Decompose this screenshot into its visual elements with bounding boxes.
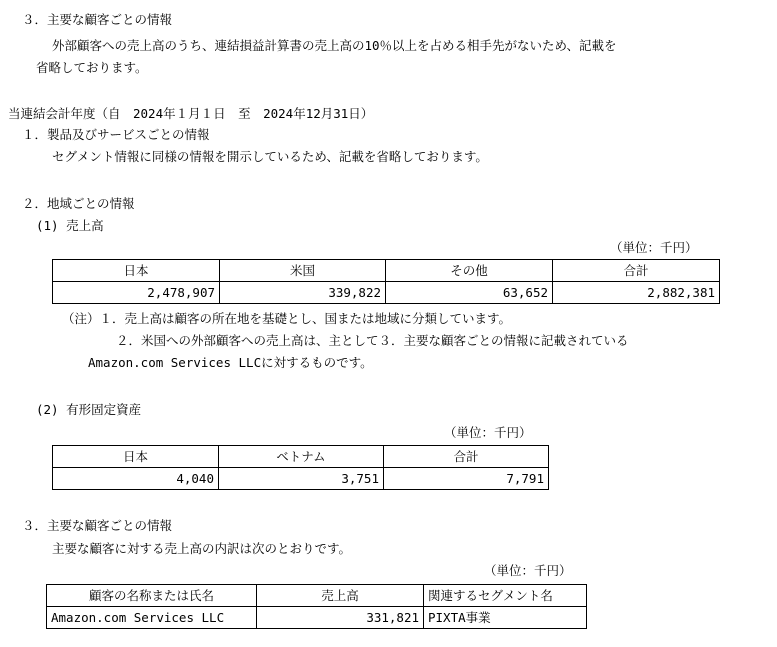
top-section-text-line2: 省略しております。 (36, 60, 148, 75)
period-heading: 当連結会計年度（自 2024年１月１日 至 2024年12月31日） (8, 106, 374, 121)
header-cell-customer-name: 顧客の名称または氏名 (47, 585, 257, 607)
header-cell-other: その他 (386, 260, 553, 282)
table-row (47, 607, 587, 629)
fixed-assets-table (52, 445, 549, 490)
section2-heading: ２．地域ごとの情報 (22, 196, 135, 211)
sales-by-region-table (52, 259, 720, 304)
value-cell-total: 7,791 (384, 468, 549, 490)
sales-subheading: (1) 売上高 (36, 218, 104, 233)
table-header-row (53, 446, 549, 468)
sales-note-2-continued: Amazon.com Services LLCに対するものです。 (88, 355, 373, 370)
header-cell-total: 合計 (553, 260, 720, 282)
value-cell-other: 63,652 (386, 282, 553, 304)
major-customer-table (46, 584, 587, 629)
section1-heading: １．製品及びサービスごとの情報 (22, 127, 210, 142)
sales-note-1: （注）１．売上高は顧客の所在地を基礎とし、国または地域に分類しています。 (62, 311, 512, 326)
cell-segment: PIXTA事業 (424, 607, 587, 629)
section1-text: セグメント情報に同様の情報を開示しているため、記載を省略しております。 (52, 149, 488, 164)
sales-note-2: ２．米国への外部顧客への売上高は、主として３．主要な顧客ごとの情報に記載されている (116, 333, 629, 348)
value-cell-japan: 2,478,907 (53, 282, 220, 304)
customer-unit-label: （単位：千円） (484, 563, 572, 578)
table-header-row (47, 585, 587, 607)
value-cell-japan: 4,040 (53, 468, 219, 490)
section3-text: 主要な顧客に対する売上高の内訳は次のとおりです。 (52, 541, 352, 556)
header-cell-japan: 日本 (53, 260, 220, 282)
header-cell-sales: 売上高 (257, 585, 424, 607)
table-header-row (53, 260, 720, 282)
section3-heading: ３．主要な顧客ごとの情報 (22, 518, 173, 533)
cell-customer-name: Amazon.com Services LLC (47, 607, 257, 629)
header-cell-japan: 日本 (53, 446, 219, 468)
value-cell-vietnam: 3,751 (219, 468, 384, 490)
value-cell-total: 2,882,381 (553, 282, 720, 304)
header-cell-us: 米国 (220, 260, 386, 282)
header-cell-vietnam: ベトナム (219, 446, 384, 468)
cell-sales: 331,821 (257, 607, 424, 629)
table-row (53, 468, 549, 490)
header-cell-segment: 関連するセグメント名 (424, 585, 587, 607)
top-section-heading: ３．主要な顧客ごとの情報 (22, 12, 173, 27)
assets-unit-label: （単位：千円） (444, 425, 532, 440)
assets-subheading: (2) 有形固定資産 (36, 402, 142, 417)
table-row (53, 282, 720, 304)
header-cell-total: 合計 (384, 446, 549, 468)
top-section-text-line1: 外部顧客への売上高のうち、連結損益計算書の売上高の10％以上を占める相手先がないため、記載を (52, 38, 617, 53)
sales-unit-label: （単位：千円） (610, 240, 698, 255)
value-cell-us: 339,822 (220, 282, 386, 304)
